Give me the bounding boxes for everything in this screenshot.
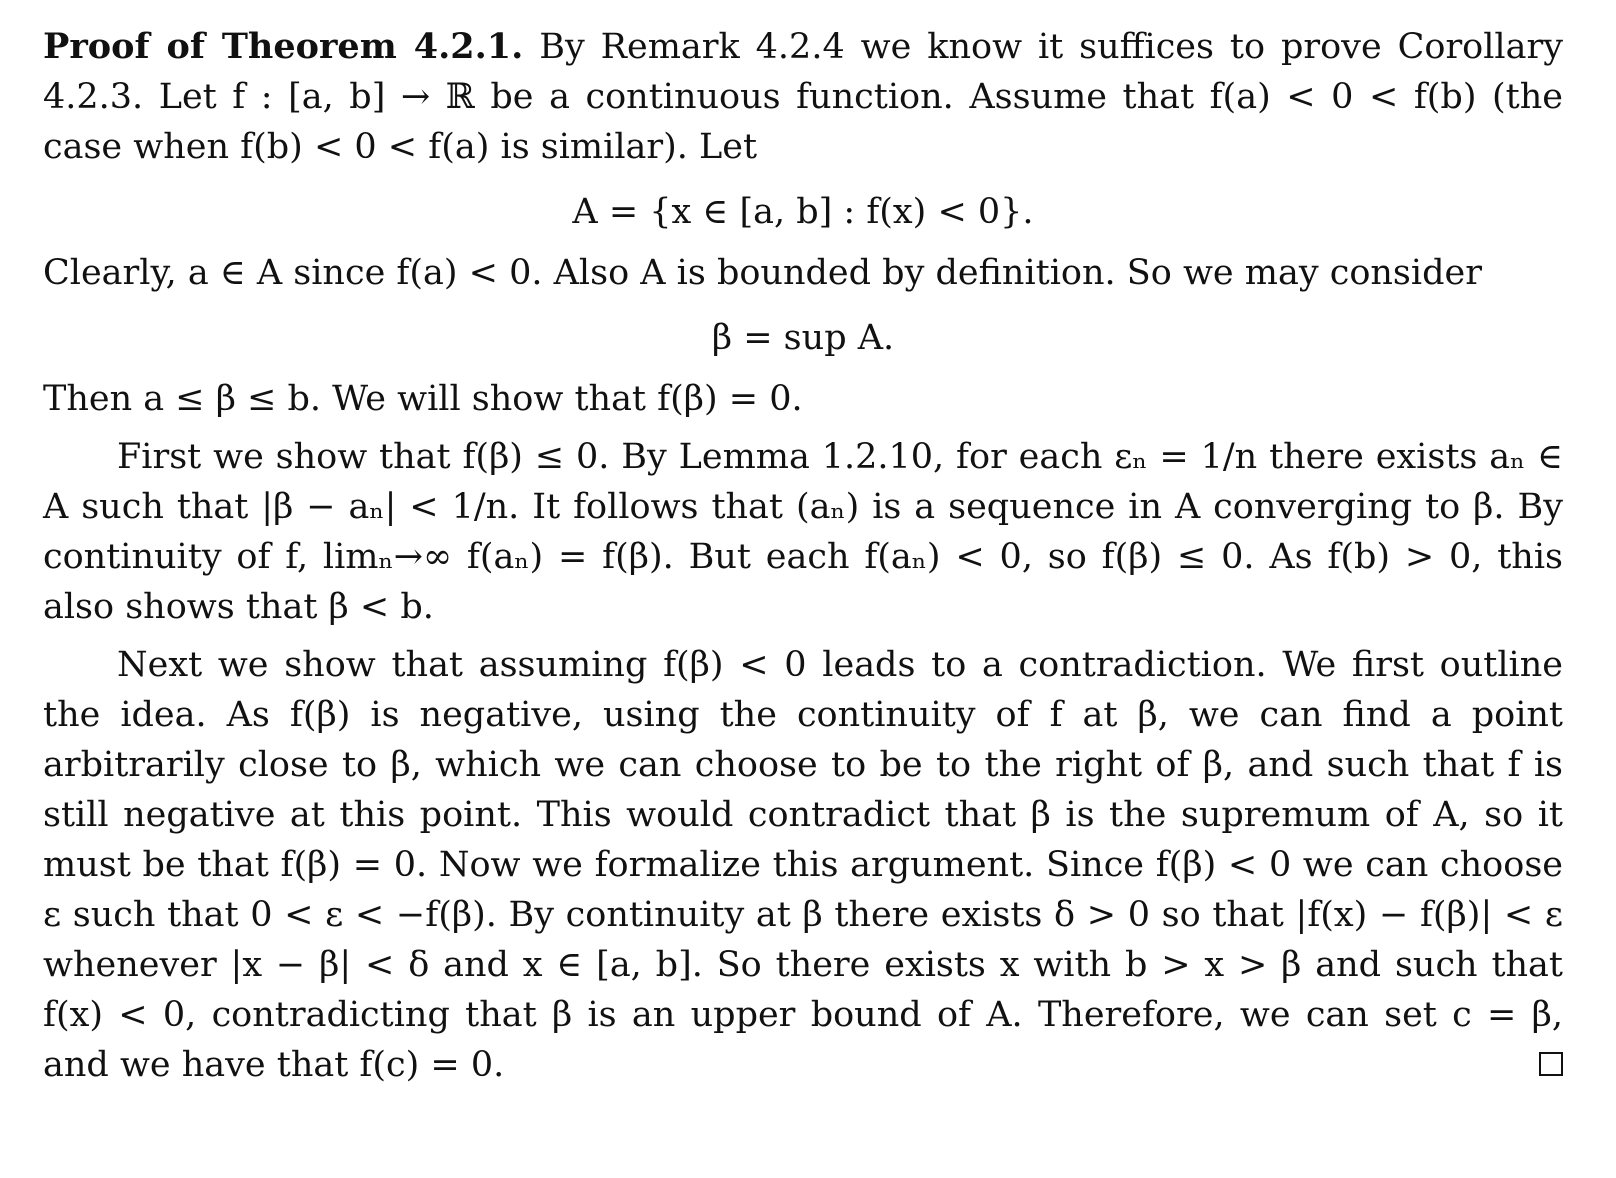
contradiction-text: Next we show that assuming f(β) < 0 leads to a contradiction. We first outline the idea. As f(β) is negative, using the continuity of f at β, we can find a point arbitrarily close to β, which we can choose to be to the right of β, and such that f is still negative at this point. This would contradict that β is the supremum of A, so it must be that f(β) = 0. Now we formalize this argument. Since f(β) < 0 we can choose ε such that 0 < ε < −f(β). By continuity at β there exists δ > 0 so that |f(x) − f(β)| < ε whenever |x − β| < δ and x ∈ [a, b]. So there exists x with b > x > β and such that f(x) < 0, contradicting that β is an upper bound of A. Therefore, we can set c = β, and we have that f(c) = 0. — [43, 645, 1563, 1085]
clearly-paragraph: Clearly, a ∈ A since f(a) < 0. Also A is bounded by definition. So we may consider — [43, 253, 1482, 293]
proof-page — [43, 22, 1563, 1090]
then-paragraph: Then a ≤ β ≤ b. We will show that f(β) = 0. — [43, 379, 803, 419]
contradiction-paragraph — [43, 640, 1563, 1090]
set-definition-equation: A = {x ∈ [a, b] : f(x) < 0}. — [572, 192, 1034, 232]
supremum-equation: β = sup A. — [711, 318, 895, 358]
qed-box-icon — [1539, 1052, 1563, 1076]
first-step-paragraph: First we show that f(β) ≤ 0. By Lemma 1.2.10, for each εₙ = 1/n there exists aₙ ∈ A such that |β − aₙ| < 1/n. It follows that (aₙ) is a sequence in A converging to β. By continuity of f, limₙ→∞ f(aₙ) = f(β). But each f(aₙ) < 0, so f(β) ≤ 0. As f(b) > 0, this also shows that β < b. — [43, 437, 1563, 627]
intro-text: By Remark 4.2.4 we know it suffices to prove Corollary 4.2.3. Let f : [a, b] → ℝ be a continuous function. Assume that f(a) < 0 < f(b) (the case when f(b) < 0 < f(a) is similar). Let — [43, 27, 1564, 167]
proof-heading: Proof of Theorem 4.2.1. — [43, 26, 524, 67]
proof-intro-paragraph — [43, 22, 1563, 172]
